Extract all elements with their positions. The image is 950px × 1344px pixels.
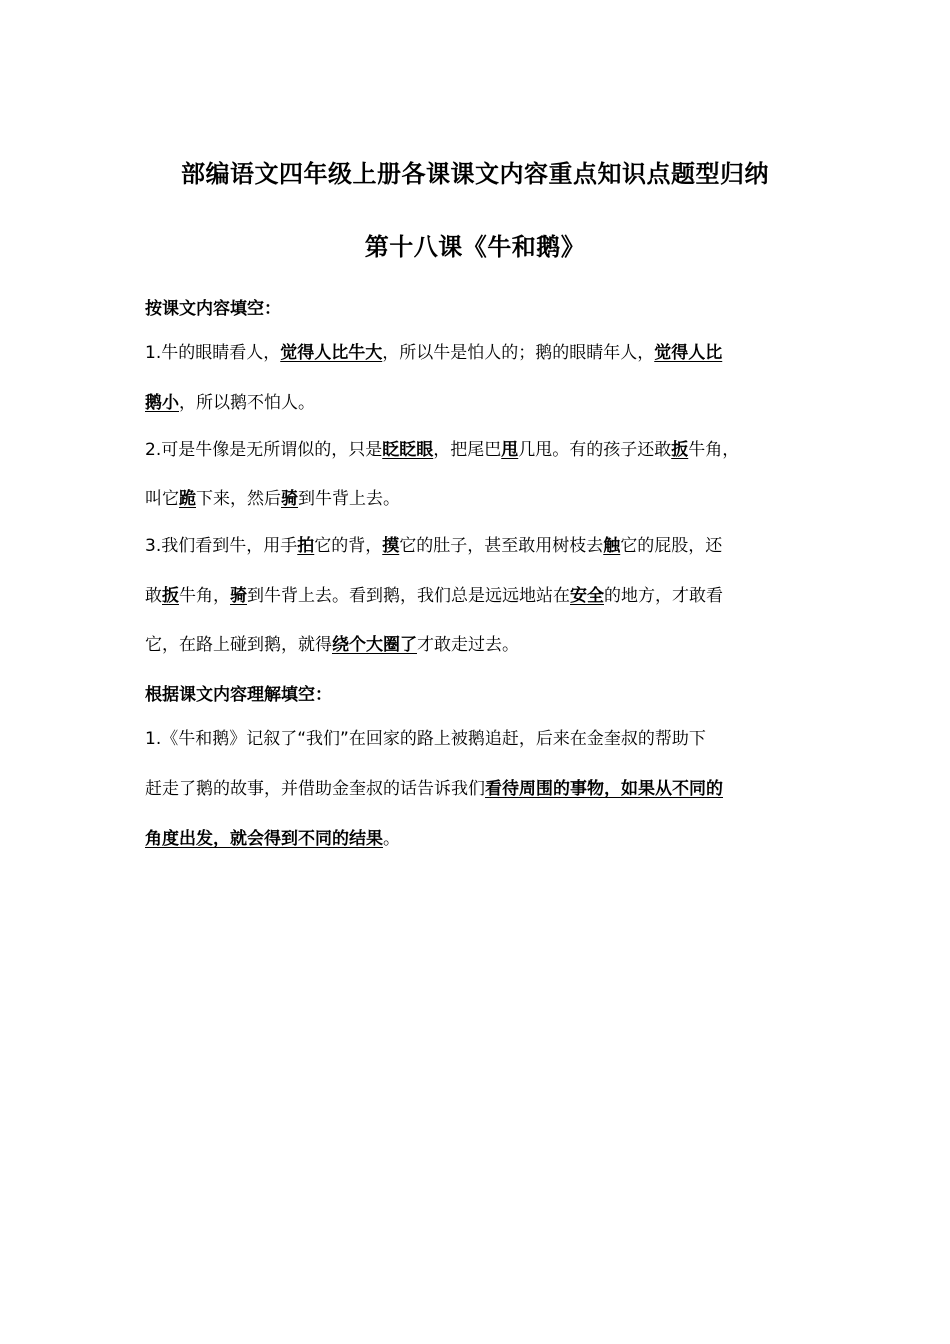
text-segment: 牛角，	[179, 586, 230, 606]
text-segment: 下来，然后	[196, 489, 281, 509]
answer-blank: 甩	[501, 440, 519, 460]
paragraph-line	[145, 341, 722, 365]
text-segment: 到牛背上去。	[298, 489, 400, 509]
paragraph-line	[145, 487, 400, 511]
text-segment: 1.牛的眼睛看人，	[145, 343, 281, 363]
document-title: 部编语文四年级上册各课课文内容重点知识点题型归纳	[181, 160, 769, 188]
text-segment: 赶走了鹅的故事，并借助金奎叔的话告诉我们	[145, 779, 485, 799]
answer-blank: 触	[603, 536, 621, 556]
lesson-title: 第十八课《牛和鹅》	[364, 233, 586, 261]
text-segment: 到牛背上去。看到鹅，我们总是远远地站在	[247, 586, 570, 606]
answer-blank: 摸	[382, 536, 400, 556]
answer-blank: 绕个大圈了	[332, 635, 417, 655]
paragraph-line	[145, 534, 722, 558]
paragraph-line	[145, 438, 739, 462]
answer-blank: 眨眨眼	[382, 440, 434, 460]
text-segment: ，所以牛是怕人的；鹅的眼睛年人，	[382, 343, 655, 363]
text-segment: 。	[383, 829, 400, 849]
answer-blank: 拍	[297, 536, 315, 556]
text-segment: 1.《牛和鹅》记叙了“我们”在回家的路上被鹅追赶，后来在金奎叔的帮助下	[145, 729, 706, 749]
answer-blank: 鹅小	[145, 393, 179, 413]
text-segment: 叫它	[145, 489, 179, 509]
paragraph-line	[145, 633, 519, 657]
answer-blank: 骑	[230, 586, 247, 606]
paragraph-line	[145, 727, 706, 751]
text-segment: 2.可是牛像是无所谓似的，只是	[145, 440, 383, 460]
paragraph-line	[145, 584, 723, 608]
answer-blank: 觉得人比牛大	[280, 343, 383, 363]
answer-blank: 骑	[281, 489, 298, 509]
text-segment: ，所以鹅不怕人。	[179, 393, 315, 413]
text-segment: 3.我们看到牛，用手	[145, 536, 298, 556]
answer-blank: 扳	[671, 440, 689, 460]
paragraph-line	[145, 777, 723, 801]
answer-blank: 角度出发，就会得到不同的结果	[145, 829, 383, 849]
paragraph-line	[145, 827, 400, 851]
answer-blank: 看待周围的事物，如果从不同的	[485, 779, 723, 799]
answer-blank: 跪	[179, 489, 196, 509]
text-segment: ，把尾巴	[433, 440, 502, 460]
answer-blank: 安全	[570, 586, 604, 606]
text-segment: 才敢走过去。	[417, 635, 519, 655]
answer-blank: 觉得人比	[654, 343, 723, 363]
text-segment: 敢	[145, 586, 162, 606]
text-segment: 的地方，才敢看	[604, 586, 723, 606]
answer-blank: 扳	[162, 586, 179, 606]
text-segment: 它的肚子，甚至敢用树枝去	[399, 536, 604, 556]
text-segment: 牛角，	[688, 440, 740, 460]
section-heading-fill-blank: 按课文内容填空：	[145, 299, 281, 319]
text-segment: 它的背，	[314, 536, 383, 556]
text-segment: 它，在路上碰到鹅，就得	[145, 635, 332, 655]
text-segment: 几甩。有的孩子还敢	[518, 440, 672, 460]
paragraph-line	[145, 391, 315, 415]
section-heading-comprehension: 根据课文内容理解填空：	[145, 685, 332, 705]
text-segment: 它的屁股，还	[620, 536, 723, 556]
